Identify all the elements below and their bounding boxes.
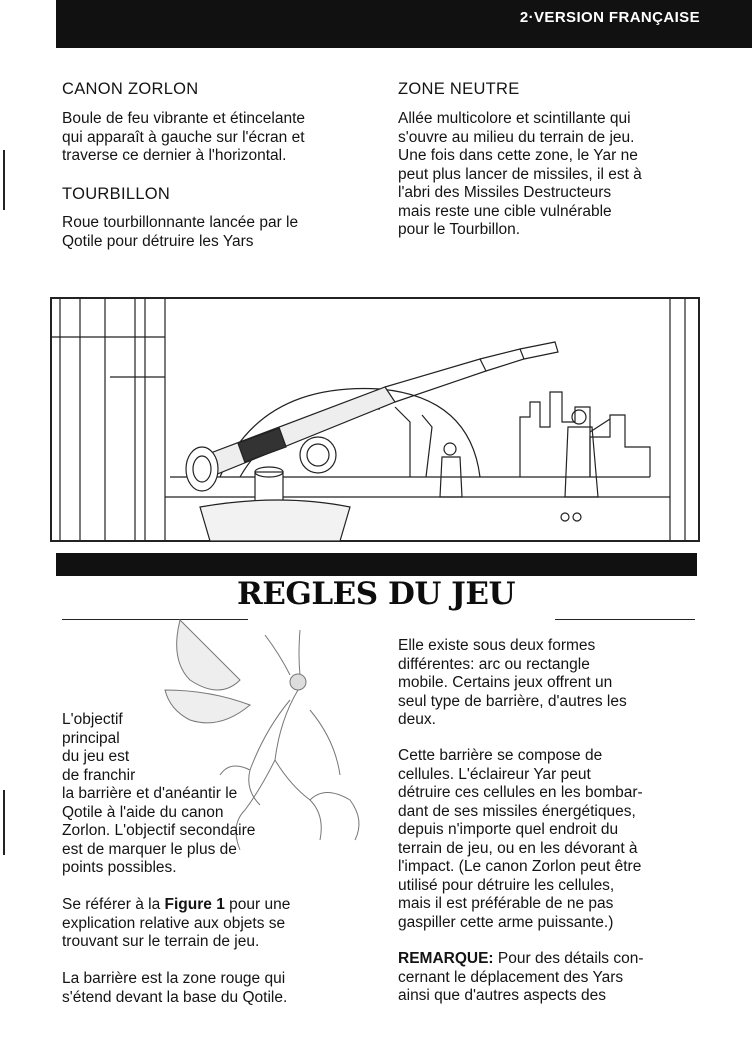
text-line: trouvant sur le terrain de jeu. (62, 933, 260, 950)
text-line: Une fois dans cette zone, le Yar ne (398, 147, 638, 164)
text-line: gaspiller cette arme puissante.) (398, 913, 614, 931)
text-line: Allée multicolore et scintillante qui (398, 110, 631, 127)
text-line: l'impact. (Le canon Zorlon peut être (398, 858, 642, 875)
zone-neutre-text (398, 110, 642, 240)
remarque-text: Pour des détails con- (493, 950, 644, 967)
text-line: qui apparaît à gauche sur l'écran et (62, 128, 305, 146)
text-line: Zorlon. L'objectif secondaire (62, 822, 256, 839)
text-line: Elle existe sous deux formes (398, 637, 596, 654)
section-bar (56, 553, 697, 576)
text-line: ainsi que d'autres aspects des (398, 987, 607, 1004)
text-line: s'étend devant la base du Qotile. (62, 988, 288, 1006)
text-line: dant de ses missiles énergétiques, (398, 802, 636, 820)
text-line: Qotile pour détruire les Yars (62, 232, 254, 250)
text-line: Roue tourbillonnante lancée par le (62, 214, 299, 231)
text-line: différentes: arc ou rectangle (398, 655, 590, 673)
margin-mark (3, 150, 5, 210)
text-line: l'abri des Missiles Destructeurs (398, 184, 612, 201)
text-line: terrain de jeu, ou en les dévorant à (398, 839, 638, 857)
text-line: Qotile à l'aide du canon (62, 803, 224, 821)
text-line: mais reste une cible vulnérable (398, 202, 612, 220)
figure-reference-paragraph (62, 896, 290, 952)
text-line: cellules. L'éclaireur Yar peut (398, 765, 591, 783)
barrier-cells-paragraph (398, 747, 643, 932)
text-line: mais il est préférable de ne pas (398, 895, 614, 912)
text-line: mobile. Certains jeux offrent un (398, 674, 613, 691)
text-line: La barrière est la zone rouge qui (62, 970, 286, 987)
text-line: de franchir (62, 766, 136, 784)
tourbillon-text (62, 214, 298, 251)
section-title: REGLES DU JEU (236, 576, 515, 612)
text-line: est de marquer le plus de (62, 840, 237, 858)
remarque-paragraph (398, 950, 644, 1006)
text-line (398, 950, 644, 969)
remarque-label: REMARQUE: (398, 950, 494, 967)
margin-mark (3, 790, 5, 855)
text-line: peut plus lancer de missiles, il est à (398, 165, 642, 183)
canon-zorlon-heading: CANON ZORLON (62, 80, 199, 98)
figure-pre: Se référer à la (62, 896, 165, 913)
text-line: L'objectif (62, 711, 123, 728)
text-line: Boule de feu vibrante et étincelante (62, 110, 306, 127)
canon-zorlon-text (62, 110, 305, 166)
header-bar (56, 0, 752, 48)
section-header-label: 2·VERSION FRANÇAISE (519, 9, 700, 26)
text-line: explication relative aux objets se (62, 914, 286, 932)
text-line: du jeu est (62, 748, 130, 765)
text-line: points possibles. (62, 859, 177, 876)
text-line: détruire ces cellules en les bombar- (398, 784, 643, 801)
title-rule-right (555, 619, 695, 620)
figure-1-reference: Figure 1 (164, 896, 225, 913)
text-line: pour le Tourbillon. (398, 221, 521, 238)
barrier-paragraph (62, 970, 287, 1007)
text-line: principal (62, 729, 120, 747)
barrier-forms-paragraph (398, 637, 627, 730)
tourbillon-heading: TOURBILLON (62, 185, 171, 203)
zone-neutre-heading: ZONE NEUTRE (398, 80, 520, 98)
text-line: depuis n'importe quel endroit du (398, 821, 619, 838)
text-line: traverse ce dernier à l'horizontal. (62, 147, 287, 164)
text-line: Cette barrière se compose de (398, 747, 603, 764)
objective-paragraph (62, 711, 255, 878)
text-line: s'ouvre au milieu du terrain de jeu. (398, 128, 635, 146)
text-line: cernant le déplacement des Yars (398, 968, 624, 986)
text-line: la barrière et d'anéantir le (62, 785, 238, 802)
text-line: utilisé pour détruire les cellules, (398, 876, 615, 894)
zorlon-cannon-illustration (50, 297, 700, 542)
text-line (62, 896, 290, 915)
text-line: seul type de barrière, d'autres les (398, 692, 627, 710)
text-line: deux. (398, 711, 436, 728)
figure-post: pour une (224, 896, 291, 913)
